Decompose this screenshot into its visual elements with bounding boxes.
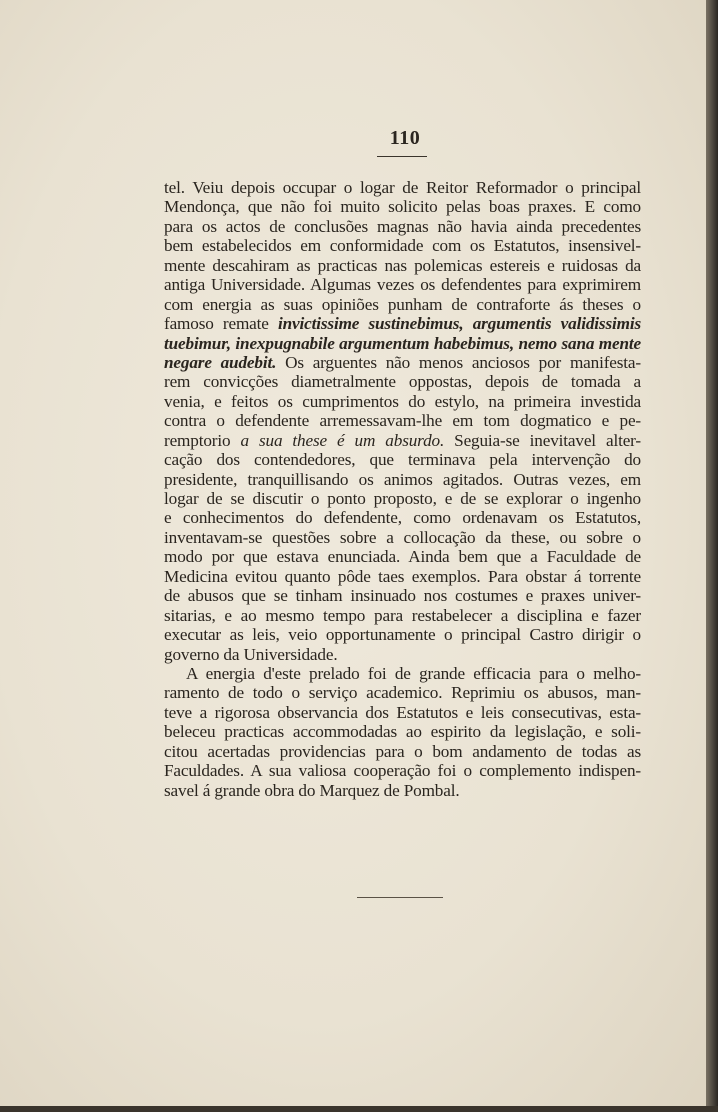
- text-line: inventavam-se questões sobre a collocação da these, ou sobre o: [164, 527, 641, 547]
- text-line: beleceu practicas accommodadas ao espirito da legislação, e soli-: [164, 722, 641, 742]
- text-line: modo por que estava enunciada. Ainda bem que a Faculdade de: [164, 547, 641, 567]
- text-line: tel. Veiu depois occupar o logar de Reitor Reformador o principal: [164, 178, 641, 197]
- latin-italic-phrase: negare audebit.: [164, 352, 277, 372]
- body-text: [164, 178, 641, 800]
- text-line: antiga Universidade. Algumas vezes os defendentes para exprimirem: [164, 275, 641, 295]
- text-fragment: Seguia-se inevitavel alter-: [454, 430, 641, 450]
- text-line: citou acertadas providencias para o bom andamento de todas as: [164, 741, 641, 761]
- latin-italic-phrase: invictissime sustinebimus, argumentis validissimis: [278, 314, 641, 334]
- text-line: com energia as suas opiniões punham de contraforte ás theses o: [164, 294, 641, 314]
- end-rule: [357, 897, 443, 898]
- text-line: Mendonça, que não foi muito solicito pelas boas praxes. E como: [164, 197, 641, 217]
- text-line: ramento de todo o serviço academico. Reprimiu os abusos, man-: [164, 683, 641, 703]
- text-line: venia, e feitos os cumprimentos do estylo, na primeira investida: [164, 391, 641, 411]
- text-line: presidente, tranquillisando os animos agitados. Outras vezes, em: [164, 469, 641, 489]
- text-line: teve a rigorosa observancia dos Estatutos e leis consecutivas, esta-: [164, 702, 641, 722]
- header-rule: [377, 156, 427, 157]
- text-line: governo da Universidade.: [164, 644, 338, 664]
- text-fragment: remptorio: [164, 430, 231, 450]
- page-number: 110: [389, 127, 421, 149]
- text-line: logar de se discutir o ponto proposto, e de se explorar o ingenho: [164, 489, 641, 508]
- text-fragment: Os arguentes não menos anciosos por manifesta-: [285, 352, 641, 372]
- text-line: contra o defendente arremessavam-lhe em tom dogmatico e pe-: [164, 411, 641, 431]
- text-line: e conhecimentos do defendente, como ordenavam os Estatutos,: [164, 508, 641, 528]
- text-line: sitarias, e ao mesmo tempo para restabelecer a disciplina e fazer: [164, 605, 641, 625]
- text-line: de abusos que se tinham insinuado nos costumes e praxes univer-: [164, 586, 641, 606]
- text-line: [164, 431, 641, 450]
- latin-italic-phrase: tuebimur, inexpugnabile argumentum habebimus, nemo sana mente: [164, 333, 641, 353]
- text-line: Medicina evitou quanto pôde taes exemplos. Para obstar á torrente: [164, 566, 641, 586]
- text-line: bem estabelecidos em conformidade com os Estatutos, insensivel-: [164, 236, 641, 256]
- book-edge-bottom: [0, 1106, 718, 1112]
- italic-phrase: a sua these é um absurdo.: [240, 430, 445, 450]
- text-line: [164, 314, 641, 333]
- text-line: mente descahiram as practicas nas polemicas estereis e ruidosas da: [164, 255, 641, 275]
- text-line: [164, 334, 641, 353]
- text-fragment: famoso remate: [164, 314, 269, 334]
- book-edge: [706, 0, 718, 1112]
- text-line: Faculdades. A sua valiosa cooperação foi o complemento indispen-: [164, 761, 641, 781]
- text-line: A energia d'este prelado foi de grande efficacia para o melho-: [186, 663, 641, 683]
- text-line: executar as leis, veio opportunamente o principal Castro dirigir o: [164, 625, 641, 645]
- text-line: savel á grande obra do Marquez de Pombal.: [164, 780, 460, 800]
- text-line: rem convicções diametralmente oppostas, depois de tomada a: [164, 372, 641, 392]
- text-line: cação dos contendedores, que terminava pela intervenção do: [164, 450, 641, 470]
- text-line: para os actos de conclusões magnas não havia ainda precedentes: [164, 216, 641, 236]
- text-line: [164, 353, 641, 372]
